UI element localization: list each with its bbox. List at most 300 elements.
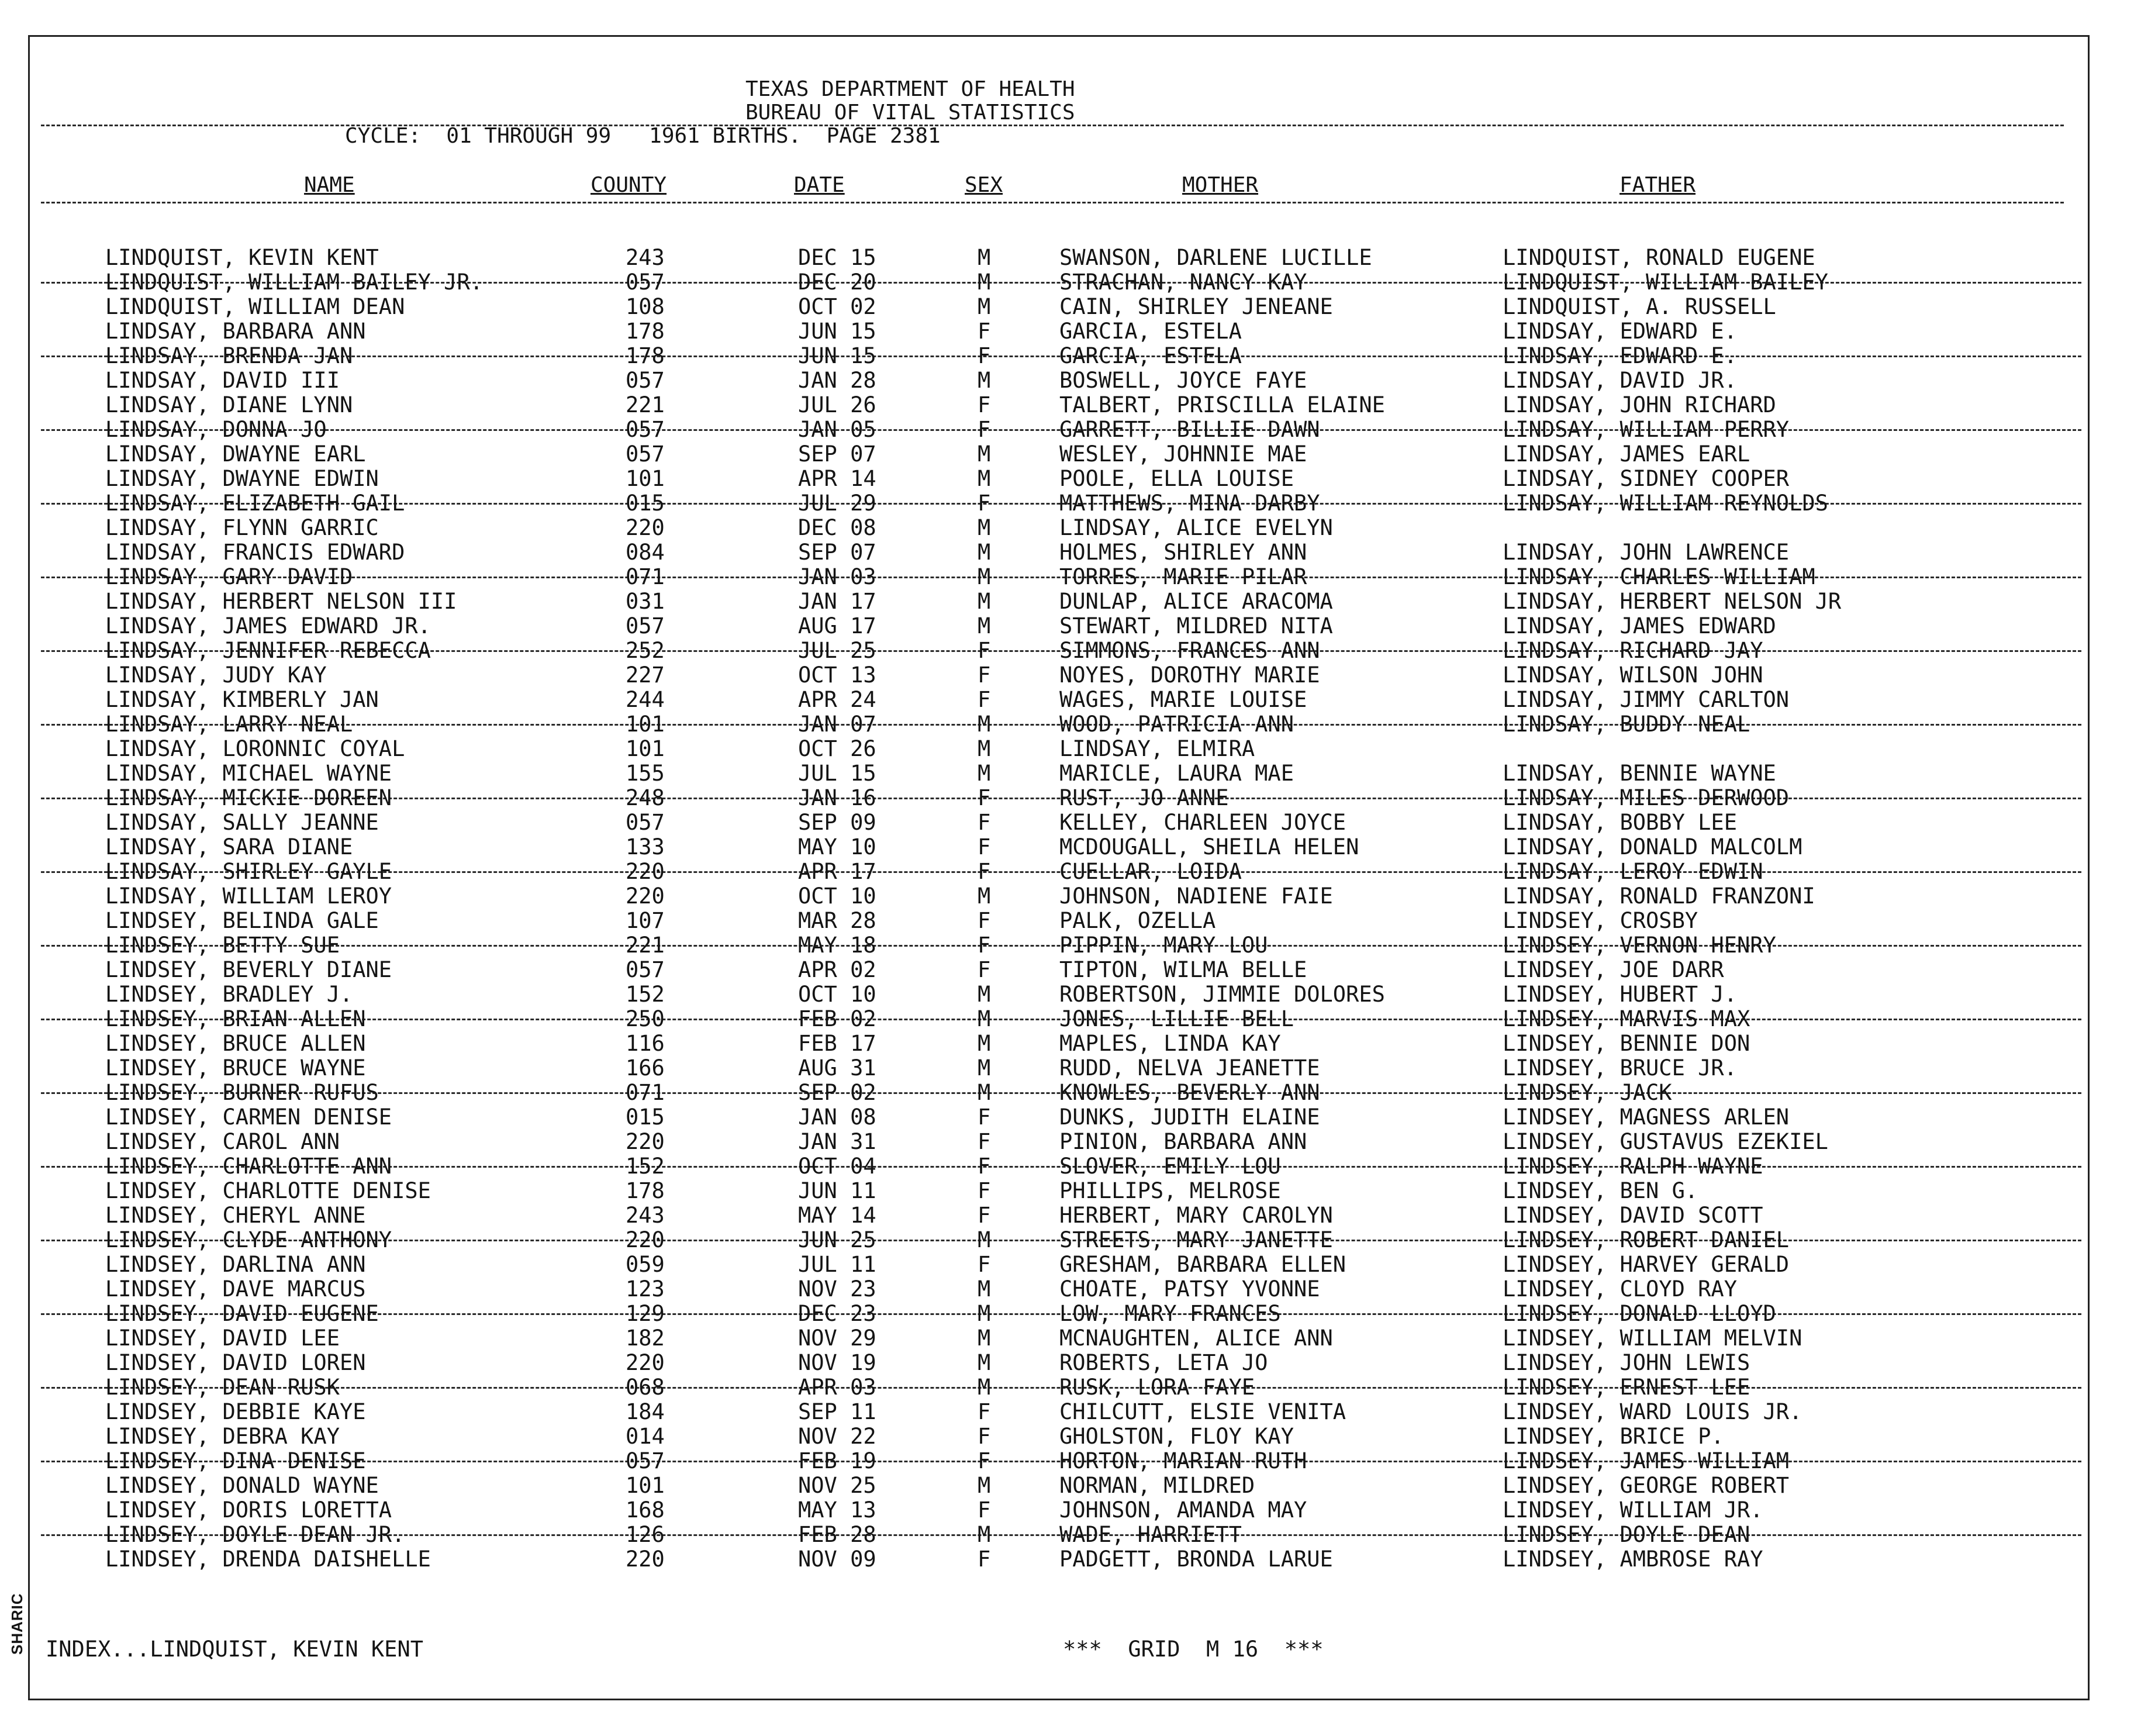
cell-father: LINDSEY, MAGNESS ARLEN bbox=[1503, 1105, 1790, 1130]
cell-name: LINDSAY, JENNIFER REBECCA bbox=[105, 638, 431, 663]
cell-name: LINDSAY, BARBARA ANN bbox=[105, 319, 366, 344]
cell-sex: F bbox=[978, 957, 991, 982]
cell-date: MAR 28 bbox=[798, 908, 876, 933]
cell-sex: M bbox=[978, 1326, 991, 1351]
cell-father: LINDSEY, BRICE P. bbox=[1503, 1424, 1724, 1449]
cell-father: LINDSEY, MARVIS MAX bbox=[1503, 1006, 1750, 1031]
table-row bbox=[0, 982, 2134, 1007]
cell-date: NOV 29 bbox=[798, 1326, 876, 1351]
cell-father: LINDQUIST, RONALD EUGENE bbox=[1503, 245, 1815, 270]
footer-grid: *** GRID M 16 *** bbox=[1063, 1637, 1324, 1662]
cell-county: 250 bbox=[626, 1006, 665, 1031]
cell-sex: M bbox=[978, 1301, 991, 1326]
cell-date: DEC 15 bbox=[798, 245, 876, 270]
cell-name: LINDSAY, LORONNIC COYAL bbox=[105, 736, 405, 761]
cell-sex: M bbox=[978, 613, 991, 639]
cell-name: LINDSEY, CLYDE ANTHONY bbox=[105, 1227, 392, 1252]
cell-mother: CAIN, SHIRLEY JENEANE bbox=[1059, 294, 1333, 319]
table-row bbox=[0, 1081, 2134, 1105]
cell-sex: M bbox=[978, 883, 991, 909]
cell-sex: F bbox=[978, 1497, 991, 1523]
cell-county: 220 bbox=[626, 859, 665, 884]
table-row bbox=[0, 1400, 2134, 1424]
cell-county: 059 bbox=[626, 1252, 665, 1277]
cell-date: FEB 19 bbox=[798, 1448, 876, 1473]
cell-county: 057 bbox=[626, 441, 665, 467]
cell-date: SEP 02 bbox=[798, 1080, 876, 1105]
cell-sex: F bbox=[978, 859, 991, 884]
cell-county: 220 bbox=[626, 515, 665, 540]
cell-mother: MCNAUGHTEN, ALICE ANN bbox=[1059, 1326, 1333, 1351]
cell-name: LINDSAY, ELIZABETH GAIL bbox=[105, 491, 405, 516]
cell-mother: ROBERTS, LETA JO bbox=[1059, 1350, 1268, 1375]
cell-county: 057 bbox=[626, 368, 665, 393]
cell-name: LINDSAY, SALLY JEANNE bbox=[105, 810, 379, 835]
cell-name: LINDSEY, DINA DENISE bbox=[105, 1448, 366, 1473]
cell-sex: M bbox=[978, 1031, 991, 1056]
cell-county: 014 bbox=[626, 1424, 665, 1449]
cell-name: LINDSEY, DARLINA ANN bbox=[105, 1252, 366, 1277]
cell-county: 243 bbox=[626, 245, 665, 270]
cell-date: JUL 29 bbox=[798, 491, 876, 516]
cell-name: LINDQUIST, WILLIAM BAILEY JR. bbox=[105, 270, 484, 295]
table-row bbox=[0, 1228, 2134, 1252]
table-row bbox=[0, 958, 2134, 982]
cell-mother: GARCIA, ESTELA bbox=[1059, 343, 1242, 368]
cell-mother: HORTON, MARIAN RUTH bbox=[1059, 1448, 1307, 1473]
cell-father: LINDSAY, EDWARD E. bbox=[1503, 343, 1737, 368]
header-cycle: CYCLE: 01 THROUGH 99 1961 BIRTHS. PAGE 2381 bbox=[345, 124, 941, 148]
cell-name: LINDSEY, DOYLE DEAN JR. bbox=[105, 1522, 405, 1547]
cell-date: AUG 17 bbox=[798, 613, 876, 639]
cell-mother: GRESHAM, BARBARA ELLEN bbox=[1059, 1252, 1346, 1277]
cell-date: JAN 31 bbox=[798, 1129, 876, 1154]
col-header-father: FATHER bbox=[1620, 173, 1696, 197]
table-row bbox=[0, 1351, 2134, 1375]
cell-date: JAN 17 bbox=[798, 589, 876, 614]
cell-date: JUL 11 bbox=[798, 1252, 876, 1277]
cell-name: LINDSEY, DEBRA KAY bbox=[105, 1424, 340, 1449]
cell-name: LINDSEY, BELINDA GALE bbox=[105, 908, 379, 933]
cell-sex: F bbox=[978, 908, 991, 933]
table-row bbox=[0, 737, 2134, 761]
cell-father: LINDSAY, JAMES EDWARD bbox=[1503, 613, 1776, 639]
cell-county: 178 bbox=[626, 319, 665, 344]
cell-date: JAN 08 bbox=[798, 1105, 876, 1130]
cell-sex: M bbox=[978, 515, 991, 540]
cell-name: LINDSEY, BEVERLY DIANE bbox=[105, 957, 392, 982]
cell-county: 220 bbox=[626, 1129, 665, 1154]
cell-county: 166 bbox=[626, 1055, 665, 1081]
cell-name: LINDSAY, MICKIE DOREEN bbox=[105, 785, 392, 810]
cell-mother: WADE, HARRIETT bbox=[1059, 1522, 1242, 1547]
cell-father: LINDSEY, BENNIE DON bbox=[1503, 1031, 1750, 1056]
cell-mother: BOSWELL, JOYCE FAYE bbox=[1059, 368, 1307, 393]
cell-mother: RUSK, LORA FAYE bbox=[1059, 1375, 1255, 1400]
cell-sex: M bbox=[978, 1006, 991, 1031]
cell-sex: F bbox=[978, 1252, 991, 1277]
cell-sex: M bbox=[978, 1080, 991, 1105]
cell-father: LINDSEY, VERNON HENRY bbox=[1503, 933, 1776, 958]
table-row bbox=[0, 1056, 2134, 1081]
cell-county: 178 bbox=[626, 343, 665, 368]
cell-name: LINDSEY, CAROL ANN bbox=[105, 1129, 340, 1154]
table-row bbox=[0, 295, 2134, 319]
cell-date: MAY 13 bbox=[798, 1497, 876, 1523]
cell-date: JAN 28 bbox=[798, 368, 876, 393]
cell-mother: SWANSON, DARLENE LUCILLE bbox=[1059, 245, 1372, 270]
cell-name: LINDSEY, DAVID EUGENE bbox=[105, 1301, 379, 1326]
cell-father: LINDSAY, EDWARD E. bbox=[1503, 319, 1737, 344]
cell-date: JAN 07 bbox=[798, 712, 876, 737]
cell-father: LINDSEY, JOE DARR bbox=[1503, 957, 1724, 982]
cell-county: 071 bbox=[626, 564, 665, 589]
cell-sex: M bbox=[978, 1522, 991, 1547]
cell-father: LINDSAY, HERBERT NELSON JR bbox=[1503, 589, 1842, 614]
cell-mother: MARICLE, LAURA MAE bbox=[1059, 761, 1294, 786]
cell-mother: PALK, OZELLA bbox=[1059, 908, 1216, 933]
col-header-date: DATE bbox=[794, 173, 845, 197]
cell-name: LINDSEY, BETTY SUE bbox=[105, 933, 340, 958]
cell-date: DEC 20 bbox=[798, 270, 876, 295]
table-row bbox=[0, 688, 2134, 712]
cell-mother: TALBERT, PRISCILLA ELAINE bbox=[1059, 392, 1385, 417]
cell-father: LINDSAY, RONALD FRANZONI bbox=[1503, 883, 1815, 909]
cell-mother: DUNKS, JUDITH ELAINE bbox=[1059, 1105, 1320, 1130]
cell-sex: M bbox=[978, 441, 991, 467]
cell-father: LINDSEY, JOHN LEWIS bbox=[1503, 1350, 1750, 1375]
cell-mother: KELLEY, CHARLEEN JOYCE bbox=[1059, 810, 1346, 835]
cell-name: LINDSAY, MICHAEL WAYNE bbox=[105, 761, 392, 786]
cell-sex: M bbox=[978, 736, 991, 761]
cell-father: LINDSEY, JACK bbox=[1503, 1080, 1672, 1105]
side-label: SHARIC bbox=[8, 1593, 26, 1655]
cell-county: 133 bbox=[626, 834, 665, 860]
cell-sex: F bbox=[978, 1424, 991, 1449]
cell-father: LINDSEY, HUBERT J. bbox=[1503, 982, 1737, 1007]
table-row bbox=[0, 663, 2134, 688]
cell-name: LINDSAY, DIANE LYNN bbox=[105, 392, 353, 417]
table-row bbox=[0, 368, 2134, 393]
cell-county: 123 bbox=[626, 1276, 665, 1302]
cell-date: APR 14 bbox=[798, 466, 876, 491]
cell-sex: F bbox=[978, 662, 991, 688]
cell-county: 252 bbox=[626, 638, 665, 663]
col-header-mother: MOTHER bbox=[1182, 173, 1259, 197]
table-row bbox=[0, 589, 2134, 614]
cell-sex: F bbox=[978, 810, 991, 835]
cell-name: LINDSEY, BURNER RUFUS bbox=[105, 1080, 379, 1105]
cell-county: 220 bbox=[626, 1547, 665, 1572]
cell-name: LINDSEY, DAVID LEE bbox=[105, 1326, 340, 1351]
cell-father: LINDSAY, JOHN RICHARD bbox=[1503, 392, 1776, 417]
cell-father: LINDSEY, DOYLE DEAN bbox=[1503, 1522, 1750, 1547]
cell-name: LINDQUIST, WILLIAM DEAN bbox=[105, 294, 405, 319]
table-row bbox=[0, 1449, 2134, 1473]
cell-name: LINDSEY, BRADLEY J. bbox=[105, 982, 353, 1007]
cell-father: LINDSAY, JOHN LAWRENCE bbox=[1503, 540, 1790, 565]
cell-sex: F bbox=[978, 1154, 991, 1179]
cell-date: OCT 13 bbox=[798, 662, 876, 688]
cell-mother: SIMMONS, FRANCES ANN bbox=[1059, 638, 1320, 663]
cell-sex: M bbox=[978, 294, 991, 319]
cell-name: LINDSEY, BRIAN ALLEN bbox=[105, 1006, 366, 1031]
cell-mother: CHOATE, PATSY YVONNE bbox=[1059, 1276, 1320, 1302]
header-divider-1 bbox=[41, 125, 2064, 126]
cell-father: LINDSEY, ROBERT DANIEL bbox=[1503, 1227, 1790, 1252]
cell-date: JUN 15 bbox=[798, 319, 876, 344]
table-row bbox=[0, 1473, 2134, 1498]
cell-mother: NORMAN, MILDRED bbox=[1059, 1473, 1255, 1498]
cell-father: LINDSEY, DONALD LLOYD bbox=[1503, 1301, 1776, 1326]
cell-mother: POOLE, ELLA LOUISE bbox=[1059, 466, 1294, 491]
cell-county: 015 bbox=[626, 491, 665, 516]
cell-county: 129 bbox=[626, 1301, 665, 1326]
cell-date: DEC 23 bbox=[798, 1301, 876, 1326]
cell-date: JUL 26 bbox=[798, 392, 876, 417]
cell-date: JUN 25 bbox=[798, 1227, 876, 1252]
cell-date: NOV 25 bbox=[798, 1473, 876, 1498]
cell-mother: WOOD, PATRICIA ANN bbox=[1059, 712, 1294, 737]
table-row bbox=[0, 516, 2134, 540]
cell-father: LINDSEY, AMBROSE RAY bbox=[1503, 1547, 1763, 1572]
cell-county: 248 bbox=[626, 785, 665, 810]
cell-name: LINDSAY, SHIRLEY GAYLE bbox=[105, 859, 392, 884]
table-row bbox=[0, 467, 2134, 491]
cell-father: LINDSEY, GUSTAVUS EZEKIEL bbox=[1503, 1129, 1828, 1154]
table-row bbox=[0, 1105, 2134, 1130]
cell-father: LINDSEY, WILLIAM JR. bbox=[1503, 1497, 1763, 1523]
cell-name: LINDSAY, DONNA JO bbox=[105, 417, 327, 442]
cell-date: NOV 23 bbox=[798, 1276, 876, 1302]
table-row bbox=[0, 1130, 2134, 1154]
cell-mother: CHILCUTT, ELSIE VENITA bbox=[1059, 1399, 1346, 1424]
cell-mother: TIPTON, WILMA BELLE bbox=[1059, 957, 1307, 982]
cell-name: LINDSEY, CHARLOTTE ANN bbox=[105, 1154, 392, 1179]
cell-name: LINDSEY, DEBBIE KAYE bbox=[105, 1399, 366, 1424]
table-row bbox=[0, 1203, 2134, 1228]
cell-father: LINDSEY, DAVID SCOTT bbox=[1503, 1203, 1763, 1228]
cell-mother: JONES, LILLIE BELL bbox=[1059, 1006, 1294, 1031]
cell-date: OCT 04 bbox=[798, 1154, 876, 1179]
cell-date: JUN 15 bbox=[798, 343, 876, 368]
table-row bbox=[0, 1375, 2134, 1400]
cell-county: 071 bbox=[626, 1080, 665, 1105]
cell-sex: F bbox=[978, 319, 991, 344]
cell-sex: F bbox=[978, 638, 991, 663]
cell-sex: M bbox=[978, 982, 991, 1007]
cell-father: LINDSAY, SIDNEY COOPER bbox=[1503, 466, 1790, 491]
cell-county: 101 bbox=[626, 736, 665, 761]
cell-county: 220 bbox=[626, 1227, 665, 1252]
cell-mother: MAPLES, LINDA KAY bbox=[1059, 1031, 1281, 1056]
table-row bbox=[0, 319, 2134, 344]
cell-sex: M bbox=[978, 466, 991, 491]
cell-sex: F bbox=[978, 417, 991, 442]
cell-date: FEB 17 bbox=[798, 1031, 876, 1056]
cell-date: NOV 09 bbox=[798, 1547, 876, 1572]
cell-county: 057 bbox=[626, 417, 665, 442]
cell-county: 116 bbox=[626, 1031, 665, 1056]
cell-father: LINDSEY, JAMES WILLIAM bbox=[1503, 1448, 1790, 1473]
cell-date: OCT 02 bbox=[798, 294, 876, 319]
cell-county: 015 bbox=[626, 1105, 665, 1130]
cell-date: SEP 09 bbox=[798, 810, 876, 835]
cell-father: LINDQUIST, WILLIAM BAILEY bbox=[1503, 270, 1828, 295]
cell-mother: STEWART, MILDRED NITA bbox=[1059, 613, 1333, 639]
cell-mother: LINDSAY, ALICE EVELYN bbox=[1059, 515, 1333, 540]
table-row bbox=[0, 1547, 2134, 1572]
cell-name: LINDSEY, DORIS LORETTA bbox=[105, 1497, 392, 1523]
header-department: TEXAS DEPARTMENT OF HEALTH bbox=[745, 77, 1075, 101]
table-row bbox=[0, 933, 2134, 958]
cell-mother: PIPPIN, MARY LOU bbox=[1059, 933, 1268, 958]
cell-mother: MCDOUGALL, SHEILA HELEN bbox=[1059, 834, 1359, 860]
cell-mother: GARCIA, ESTELA bbox=[1059, 319, 1242, 344]
cell-mother: RUDD, NELVA JEANETTE bbox=[1059, 1055, 1320, 1081]
cell-county: 221 bbox=[626, 392, 665, 417]
table-row bbox=[0, 761, 2134, 786]
cell-county: 107 bbox=[626, 908, 665, 933]
cell-county: 057 bbox=[626, 613, 665, 639]
cell-sex: F bbox=[978, 687, 991, 712]
cell-name: LINDSAY, JUDY KAY bbox=[105, 662, 327, 688]
cell-county: 084 bbox=[626, 540, 665, 565]
cell-county: 155 bbox=[626, 761, 665, 786]
cell-county: 068 bbox=[626, 1375, 665, 1400]
cell-sex: M bbox=[978, 589, 991, 614]
cell-date: SEP 07 bbox=[798, 441, 876, 467]
table-row bbox=[0, 1326, 2134, 1351]
cell-date: JAN 16 bbox=[798, 785, 876, 810]
cell-father: LINDSAY, MILES DERWOOD bbox=[1503, 785, 1790, 810]
cell-mother: PHILLIPS, MELROSE bbox=[1059, 1178, 1281, 1203]
cell-sex: F bbox=[978, 1203, 991, 1228]
table-row bbox=[0, 246, 2134, 270]
cell-father: LINDSAY, BENNIE WAYNE bbox=[1503, 761, 1776, 786]
cell-name: LINDSEY, DAVE MARCUS bbox=[105, 1276, 366, 1302]
cell-sex: M bbox=[978, 1276, 991, 1302]
cell-mother: JOHNSON, NADIENE FAIE bbox=[1059, 883, 1333, 909]
cell-name: LINDSAY, DWAYNE EARL bbox=[105, 441, 366, 467]
table-row bbox=[0, 835, 2134, 860]
cell-date: JAN 03 bbox=[798, 564, 876, 589]
table-row bbox=[0, 565, 2134, 589]
cell-sex: M bbox=[978, 270, 991, 295]
cell-father: LINDSAY, JIMMY CARLTON bbox=[1503, 687, 1790, 712]
header-bureau: BUREAU OF VITAL STATISTICS bbox=[745, 101, 1075, 125]
cell-date: SEP 07 bbox=[798, 540, 876, 565]
cell-date: APR 03 bbox=[798, 1375, 876, 1400]
cell-date: JAN 05 bbox=[798, 417, 876, 442]
cell-county: 057 bbox=[626, 1448, 665, 1473]
cell-sex: M bbox=[978, 564, 991, 589]
table-row bbox=[0, 786, 2134, 810]
cell-name: LINDSEY, DEAN RUSK bbox=[105, 1375, 340, 1400]
table-row bbox=[0, 884, 2134, 909]
col-header-name: NAME bbox=[304, 173, 355, 197]
table-row bbox=[0, 540, 2134, 565]
cell-sex: F bbox=[978, 343, 991, 368]
cell-name: LINDSAY, KIMBERLY JAN bbox=[105, 687, 379, 712]
table-row bbox=[0, 393, 2134, 417]
cell-county: 101 bbox=[626, 466, 665, 491]
cell-father: LINDSAY, LEROY EDWIN bbox=[1503, 859, 1763, 884]
cell-father: LINDSAY, BUDDY NEAL bbox=[1503, 712, 1750, 737]
cell-sex: M bbox=[978, 245, 991, 270]
cell-sex: F bbox=[978, 1448, 991, 1473]
cell-mother: HERBERT, MARY CAROLYN bbox=[1059, 1203, 1333, 1228]
cell-father: LINDSAY, DONALD MALCOLM bbox=[1503, 834, 1802, 860]
cell-sex: F bbox=[978, 1178, 991, 1203]
cell-date: JUL 15 bbox=[798, 761, 876, 786]
cell-sex: M bbox=[978, 1350, 991, 1375]
table-row bbox=[0, 1154, 2134, 1179]
cell-father: LINDSAY, JAMES EARL bbox=[1503, 441, 1750, 467]
cell-mother: PINION, BARBARA ANN bbox=[1059, 1129, 1307, 1154]
cell-county: 152 bbox=[626, 982, 665, 1007]
cell-father: LINDSAY, RICHARD JAY bbox=[1503, 638, 1763, 663]
table-row bbox=[0, 1523, 2134, 1547]
table-row bbox=[0, 1179, 2134, 1203]
cell-father: LINDSEY, RALPH WAYNE bbox=[1503, 1154, 1763, 1179]
cell-date: MAY 14 bbox=[798, 1203, 876, 1228]
cell-date: JUL 25 bbox=[798, 638, 876, 663]
cell-date: MAY 18 bbox=[798, 933, 876, 958]
col-header-sex: SEX bbox=[965, 173, 1003, 197]
table-row bbox=[0, 270, 2134, 295]
cell-name: LINDSEY, BRUCE ALLEN bbox=[105, 1031, 366, 1056]
cell-father: LINDSEY, ERNEST LEE bbox=[1503, 1375, 1750, 1400]
cell-sex: M bbox=[978, 540, 991, 565]
table-row bbox=[0, 1277, 2134, 1302]
cell-mother: JOHNSON, AMANDA MAY bbox=[1059, 1497, 1307, 1523]
cell-name: LINDSEY, CHARLOTTE DENISE bbox=[105, 1178, 431, 1203]
cell-father: LINDSEY, HARVEY GERALD bbox=[1503, 1252, 1790, 1277]
cell-sex: F bbox=[978, 392, 991, 417]
cell-father: LINDSAY, BOBBY LEE bbox=[1503, 810, 1737, 835]
cell-county: 182 bbox=[626, 1326, 665, 1351]
cell-county: 101 bbox=[626, 1473, 665, 1498]
cell-father: LINDSEY, BRUCE JR. bbox=[1503, 1055, 1737, 1081]
cell-father: LINDSAY, WILLIAM PERRY bbox=[1503, 417, 1790, 442]
table-row bbox=[0, 712, 2134, 737]
cell-county: 057 bbox=[626, 810, 665, 835]
cell-county: 126 bbox=[626, 1522, 665, 1547]
cell-date: NOV 19 bbox=[798, 1350, 876, 1375]
cell-mother: WAGES, MARIE LOUISE bbox=[1059, 687, 1307, 712]
cell-name: LINDSEY, DONALD WAYNE bbox=[105, 1473, 379, 1498]
cell-mother: GHOLSTON, FLOY KAY bbox=[1059, 1424, 1294, 1449]
cell-father: LINDQUIST, A. RUSSELL bbox=[1503, 294, 1776, 319]
cell-name: LINDSEY, DAVID LOREN bbox=[105, 1350, 366, 1375]
cell-county: 227 bbox=[626, 662, 665, 688]
cell-sex: F bbox=[978, 1547, 991, 1572]
cell-father: LINDSAY, WILLIAM REYNOLDS bbox=[1503, 491, 1828, 516]
table-row bbox=[0, 1302, 2134, 1326]
cell-name: LINDQUIST, KEVIN KENT bbox=[105, 245, 379, 270]
cell-county: 152 bbox=[626, 1154, 665, 1179]
table-row bbox=[0, 810, 2134, 835]
cell-county: 244 bbox=[626, 687, 665, 712]
cell-father: LINDSAY, CHARLES WILLIAM bbox=[1503, 564, 1815, 589]
header-divider-2 bbox=[41, 202, 2064, 203]
cell-date: MAY 10 bbox=[798, 834, 876, 860]
cell-sex: F bbox=[978, 933, 991, 958]
table-row bbox=[0, 442, 2134, 467]
cell-father: LINDSEY, WILLIAM MELVIN bbox=[1503, 1326, 1802, 1351]
cell-county: 101 bbox=[626, 712, 665, 737]
